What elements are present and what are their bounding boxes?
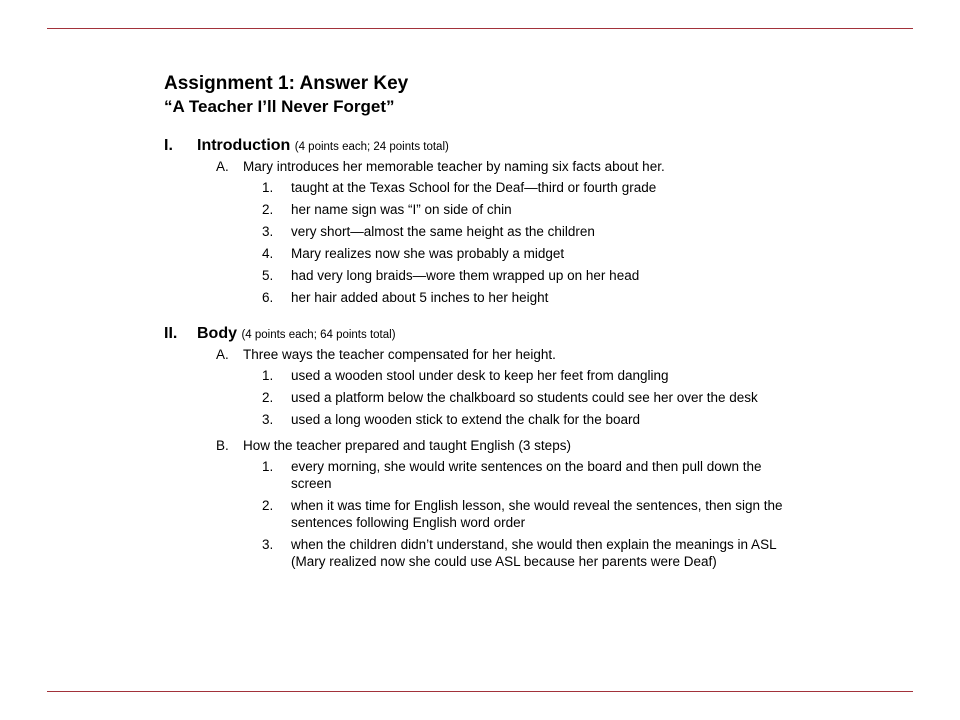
item-text: used a platform below the chalkboard so students could see her over the desk	[291, 390, 758, 405]
item-text: when the children didn’t understand, she would then explain the meanings in ASL (Mary realized now she could use ASL because her parents were Deaf)	[291, 537, 777, 569]
subsection-letter: B.	[216, 438, 229, 453]
subsection-text: Three ways the teacher compensated for her height.	[243, 347, 556, 362]
section-heading	[164, 136, 804, 157]
subsection-a	[164, 158, 804, 175]
list-item	[164, 245, 791, 262]
section-number: I.	[164, 137, 173, 154]
item-number: 2.	[262, 390, 274, 405]
page-subtitle: “A Teacher I’ll Never Forget”	[164, 97, 395, 116]
list-item	[164, 289, 791, 306]
item-number: 5.	[262, 268, 274, 283]
item-number: 1.	[262, 459, 274, 474]
section-number: II.	[164, 325, 178, 342]
section-title: Body	[197, 325, 237, 342]
item-number: 1.	[262, 368, 274, 383]
item-text: very short—almost the same height as the children	[291, 224, 595, 239]
subsection-b	[164, 437, 804, 454]
item-text: had very long braids—wore them wrapped up on her head	[291, 268, 640, 283]
item-number: 1.	[262, 180, 274, 195]
section-points-note: (4 points each; 64 points total)	[241, 329, 396, 341]
compensation-list	[164, 367, 804, 428]
list-item	[164, 223, 791, 240]
item-number: 2.	[262, 498, 274, 513]
item-number: 3.	[262, 537, 274, 552]
list-item	[164, 497, 791, 531]
list-item	[164, 201, 791, 218]
section-points-note: (4 points each; 24 points total)	[294, 141, 449, 153]
item-number: 4.	[262, 246, 274, 261]
section-body	[164, 324, 804, 570]
subsection-a	[164, 346, 804, 363]
item-text: taught at the Texas School for the Deaf—third or fourth grade	[291, 180, 657, 195]
list-item	[164, 389, 791, 406]
item-number: 6.	[262, 290, 274, 305]
list-item	[164, 411, 791, 428]
item-text: when it was time for English lesson, she would reveal the sentences, then sign the sentences following English word order	[291, 498, 783, 530]
page-title: Assignment 1: Answer Key	[164, 73, 409, 94]
item-text: used a long wooden stick to extend the chalk for the board	[291, 412, 640, 427]
slide-content	[164, 72, 804, 575]
subsection-text: Mary introduces her memorable teacher by naming six facts about her.	[243, 159, 665, 174]
list-item	[164, 367, 791, 384]
fact-list	[164, 179, 804, 306]
list-item	[164, 179, 791, 196]
item-text: her name sign was “I” on side of chin	[291, 202, 512, 217]
item-number: 2.	[262, 202, 274, 217]
list-item	[164, 267, 791, 284]
subsection-letter: A.	[216, 159, 229, 174]
section-heading	[164, 324, 804, 345]
top-rule	[47, 28, 913, 29]
list-item	[164, 536, 791, 570]
bottom-rule	[47, 691, 913, 692]
subsection-letter: A.	[216, 347, 229, 362]
item-number: 3.	[262, 412, 274, 427]
list-item	[164, 458, 791, 492]
section-introduction	[164, 136, 804, 306]
section-title: Introduction	[197, 137, 291, 154]
item-text: Mary realizes now she was probably a midget	[291, 246, 565, 261]
item-text: every morning, she would write sentences on the board and then pull down the screen	[291, 459, 762, 491]
subsection-text: How the teacher prepared and taught English (3 steps)	[243, 438, 571, 453]
english-steps-list	[164, 458, 804, 570]
item-number: 3.	[262, 224, 274, 239]
item-text: used a wooden stool under desk to keep her feet from dangling	[291, 368, 669, 383]
item-text: her hair added about 5 inches to her height	[291, 290, 549, 305]
